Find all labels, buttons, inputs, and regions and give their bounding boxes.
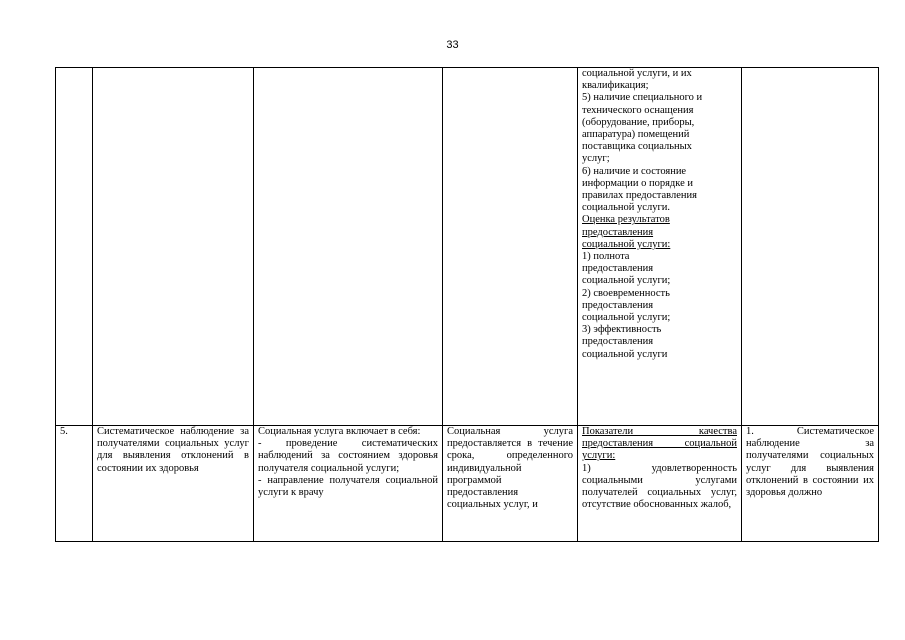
cell-description <box>254 68 443 426</box>
quality-heading: Показатели качества предоставления социальной услуги: <box>582 426 737 462</box>
quality-list-line: 6) наличие и состояние <box>582 165 687 177</box>
service-name: Систематическое наблюдение за получателями социальных услуг для выявления отклонений в состоянии их здоровья <box>93 426 254 542</box>
evaluation-list-line: предоставления <box>582 263 654 275</box>
quality-list-line: (оборудование, приборы, <box>582 116 695 128</box>
cell-name <box>93 68 254 426</box>
evaluation-list-line: 3) эффективность <box>582 324 662 336</box>
quality-list <box>582 68 737 214</box>
evaluation-list-line: социальной услуги <box>582 348 668 360</box>
cell-terms <box>443 68 578 426</box>
quality-list-line: 5) наличие специального и <box>582 92 703 104</box>
quality-list-line: услуг; <box>582 153 610 165</box>
evaluation-heading-line: Оценка результатов <box>582 214 670 226</box>
table-row <box>56 426 879 542</box>
quality-list-line: аппаратура) помещений <box>582 129 690 141</box>
cell-conditions <box>742 68 879 426</box>
quality-text: 1) удовлетворенность социальными услугами получателей социальных услуг, отсутствие обоснованных жалоб, <box>582 462 737 511</box>
cell-quality <box>578 68 742 426</box>
table-row <box>56 68 879 426</box>
service-description: Социальная услуга включает в себя: - проведение систематических наблюдений за состоянием здоровья получателя социальной услуги; - направление получателя социальной услуги к врачу <box>254 426 443 542</box>
evaluation-list-line: предоставления <box>582 336 654 348</box>
quality-list-line: социальной услуги. <box>582 202 670 214</box>
service-quality <box>578 426 742 542</box>
evaluation-heading <box>582 214 737 251</box>
quality-list-line: поставщика социальных <box>582 141 692 153</box>
quality-list-line: правилах предоставления <box>582 190 697 202</box>
evaluation-list-line: предоставления <box>582 299 654 311</box>
evaluation-list <box>582 251 737 361</box>
quality-list-line: информации о порядке и <box>582 177 694 189</box>
evaluation-list-line: социальной услуги; <box>582 312 671 324</box>
evaluation-heading-line: предоставления <box>582 226 654 238</box>
evaluation-heading-line: социальной услуги: <box>582 238 671 250</box>
page-number: 33 <box>446 39 459 51</box>
evaluation-list-line: социальной услуги; <box>582 275 671 287</box>
services-table <box>55 67 879 542</box>
row-number: 5. <box>56 426 93 542</box>
quality-list-line: технического оснащения <box>582 104 694 116</box>
service-terms: Социальная услуга предоставляется в течение срока, определенного индивидуальной программой предоставления социальных услуг, и <box>443 426 578 542</box>
service-conditions: 1. Систематическое наблюдение за получателями социальных услуг для выявления отклонений в состоянии их здоровья должно <box>742 426 879 542</box>
quality-list-line: квалификация; <box>582 80 649 92</box>
evaluation-list-line: 1) полнота <box>582 251 630 263</box>
cell-number <box>56 68 93 426</box>
evaluation-list-line: 2) своевременность <box>582 287 670 299</box>
quality-list-line: социальной услуги, и их <box>582 68 692 79</box>
